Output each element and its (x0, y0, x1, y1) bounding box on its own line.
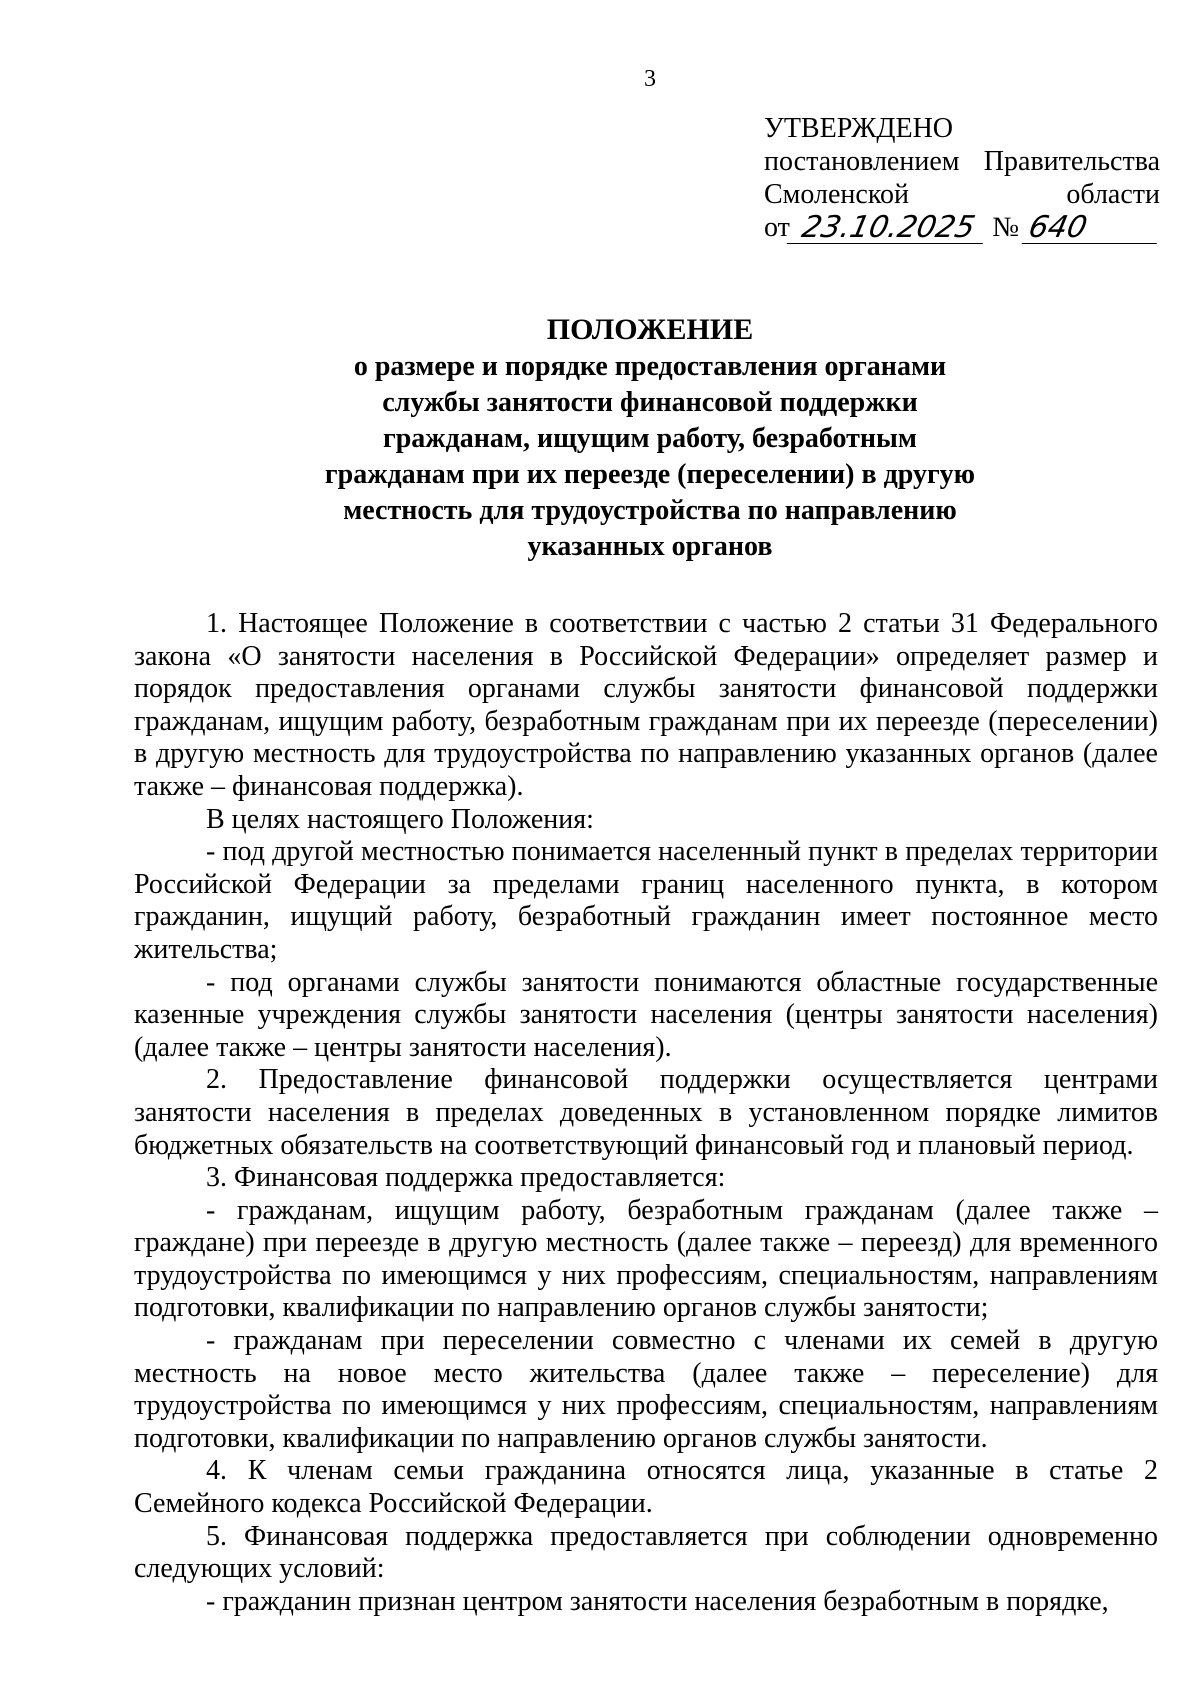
paragraph-1: 1. Настоящее Положение в соответствии с частью 2 статьи 31 Федерального закона «О занятости населения в Российской Федерации» определяет размер и порядок предоставления органами службы занятости финансовой поддержки гражданам, ищущим работу, безработным гражданам при их переезде (переселении) в другую местность для трудоустройства по направлению указанных органов (далее также – финансовая поддержка). (134, 608, 1158, 802)
approval-line-1-right: Правительства (983, 146, 1160, 177)
handwritten-date: 23.10.2025 (787, 213, 990, 244)
approval-line-2-left: Смоленской (764, 179, 910, 210)
subtitle-line: гражданам, ищущим работу, безработным (383, 423, 917, 454)
subtitle-line: местность для трудоустройства по направлению (343, 495, 957, 526)
approval-line-1-left: постановлением (764, 146, 960, 177)
approval-line-2-right: области (1066, 179, 1160, 210)
document-body (134, 608, 1158, 1618)
paragraph-definition-employment-bodies: - под органами службы занятости понимаются областные государственные казенные учреждения службы занятости населения (центры занятости населения) (далее также – центры занятости населения). (134, 966, 1158, 1063)
document-title: ПОЛОЖЕНИЕ (546, 313, 754, 346)
paragraph-2: 2. Предоставление финансовой поддержки осуществляется центрами занятости населения в пределах доведенных в установленном порядке лимитов бюджетных обязательств на соответствующий финансовый год и плановый период. (134, 1064, 1158, 1161)
number-prefix: № (992, 212, 1020, 243)
subtitle-line: службы занятости финансовой поддержки (382, 387, 918, 418)
paragraph-3: 3. Финансовая поддержка предоставляется: (206, 1162, 726, 1194)
approval-date-number-line (764, 211, 1160, 244)
paragraph-5-item-1: - гражданин признан центром занятости населения безработным в порядке, (206, 1585, 1109, 1617)
page-number: 3 (644, 66, 656, 92)
date-prefix: от (764, 212, 790, 243)
approval-heading: УТВЕРЖДЕНО (764, 113, 954, 144)
handwritten-number: 640 (1022, 213, 1164, 244)
approval-line-2 (764, 178, 1160, 211)
approval-line-1 (764, 145, 1160, 178)
paragraph-definition-locality: - под другой местностью понимается населенный пункт в пределах территории Российской Федерации за пределами границ населенного пункта, в котором гражданин, ищущий работу, безработный гражданин имеет постоянное место жительства; (134, 836, 1158, 965)
paragraph-3-item-resettlement: - гражданам при переселении совместно с членами их семей в другую местность на новое место жительства (далее также – переселение) для трудоустройства по имеющимся у них профессиям, специальностям, направлениям подготовки, квалификации по направлению органов службы занятости. (134, 1325, 1158, 1454)
subtitle-line: о размере и порядке предоставления органами (353, 351, 947, 382)
subtitle-line: гражданам при их переезде (переселении) в другую (324, 459, 976, 490)
approval-stamp-block (764, 112, 1160, 244)
paragraph-5: 5. Финансовая поддержка предоставляется при соблюдении одновременно следующих условий: (134, 1520, 1158, 1585)
paragraph-3-item-relocation: - гражданам, ищущим работу, безработным гражданам (далее также – граждане) при переезде в другую местность (далее также – переезд) для временного трудоустройства по имеющимся у них профессиям, специальностям, направлениям подготовки, квалификации по направлению органов службы занятости; (134, 1194, 1158, 1324)
document-title-block (290, 312, 1010, 565)
paragraph-4: 4. К членам семьи гражданина относятся лица, указанные в статье 2 Семейного кодекса Российской Федерации. (134, 1455, 1158, 1520)
paragraph-definitions-intro: В целях настоящего Положения: (206, 803, 594, 835)
subtitle-line: указанных органов (527, 531, 773, 562)
